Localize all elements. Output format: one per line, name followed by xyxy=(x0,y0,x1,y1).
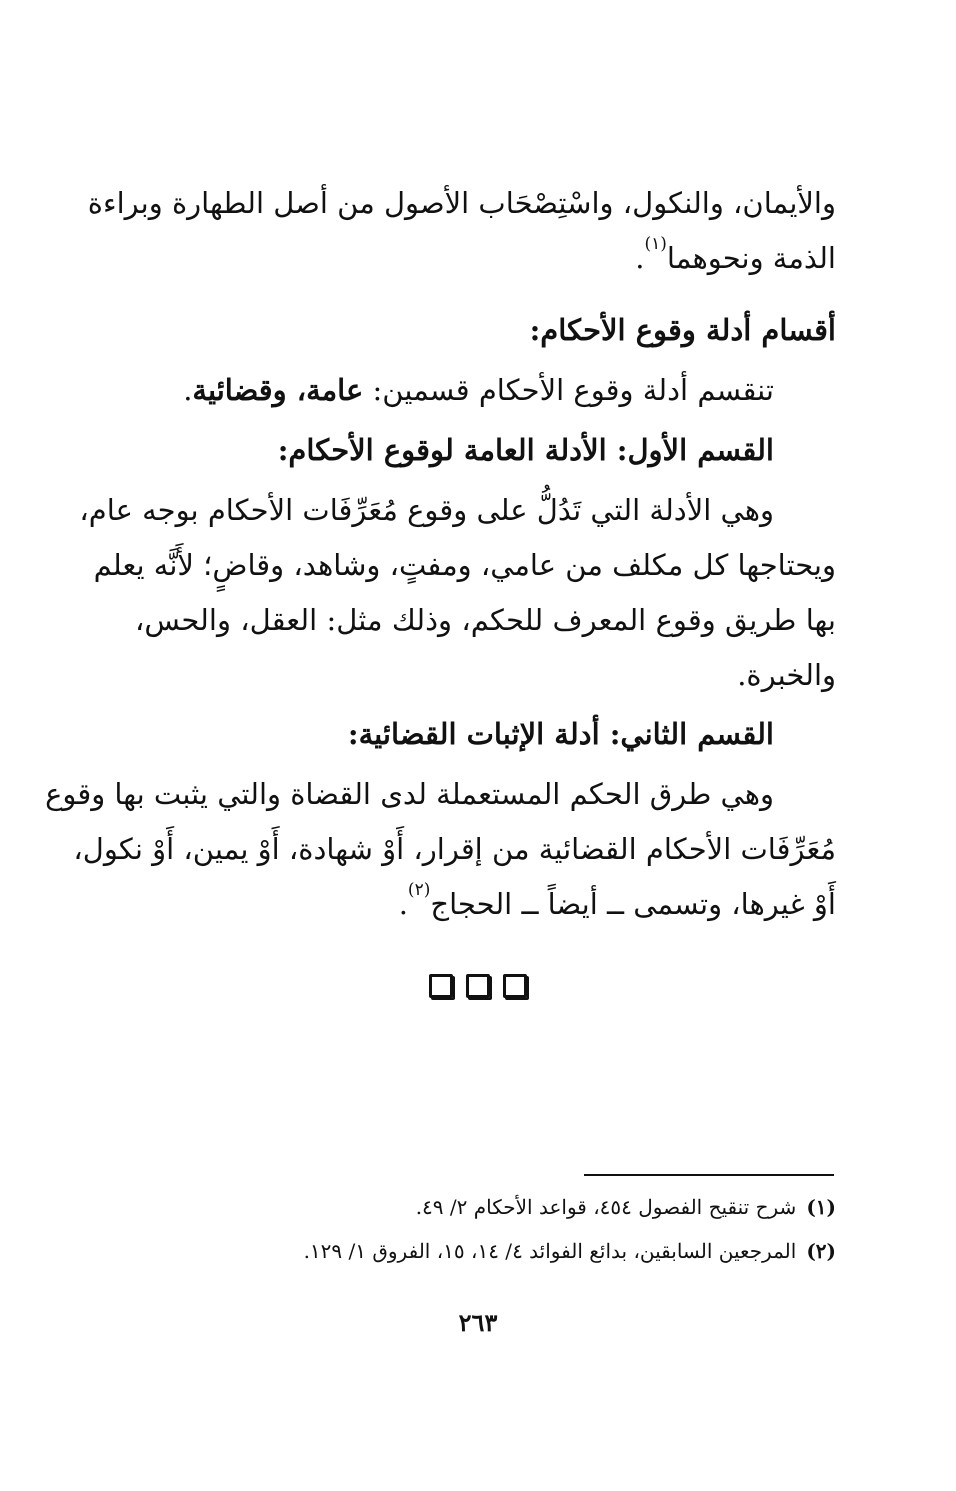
footnote-number: (٢) xyxy=(806,1239,836,1263)
line-text: الذمة ونحوهما xyxy=(666,241,836,275)
footnote-number: (١) xyxy=(806,1195,836,1219)
footnote xyxy=(304,1238,836,1264)
line-text: تنقسم أدلة وقوع الأحكام قسمين: xyxy=(372,373,774,407)
section-heading: أقسام أدلة وقوع الأحكام: xyxy=(529,313,836,347)
paragraph-line xyxy=(183,370,774,410)
subsection-heading: القسم الأول: الأدلة العامة لوقوع الأحكام: xyxy=(277,433,774,467)
page-number: ٢٦٣ xyxy=(458,1308,498,1337)
subsection-heading: القسم الثاني: أدلة الإثبات القضائية: xyxy=(347,717,774,751)
line-end: . xyxy=(635,241,645,275)
paragraph-line xyxy=(635,234,836,278)
square-ornament-icon xyxy=(429,974,453,998)
square-ornament-icon xyxy=(466,974,490,998)
footnote-text: شرح تنقيح الفصول ٤٥٤، قواعد الأحكام ٢/ ٤٩. xyxy=(415,1195,797,1219)
section-divider xyxy=(0,974,956,1002)
line-end: . xyxy=(183,373,193,407)
footnote-text: المرجعين السابقين، بدائع الفوائد ٤/ ١٤، ١٥، الفروق ١/ ١٢٩. xyxy=(303,1239,797,1263)
paragraph-line: وهي طرق الحكم المستعملة لدى القضاة والتي يثبت بها وقوع xyxy=(45,777,774,811)
paragraph-line: ويحتاجها كل مكلف من عامي، ومفتٍ، وشاهد، وقاضٍ؛ لأَنَّه يعلم xyxy=(93,548,836,582)
paragraph-line: بها طريق وقوع المعرف للحكم، وذلك مثل: العقل، والحس، xyxy=(135,603,836,637)
paragraph-line: والخبرة. xyxy=(737,658,836,692)
square-ornament-icon xyxy=(503,974,527,998)
paragraph-line: مُعَرِّفَات الأحكام القضائية من إقرار، أَوْ شهادة، أَوْ يمين، أَوْ نكول، xyxy=(73,832,836,866)
footnote-separator xyxy=(584,1174,834,1176)
paragraph-line: وهي الأدلة التي تَدُلُّ على وقوع مُعَرِّفَات الأحكام بوجه عام، xyxy=(79,493,774,527)
paragraph-line xyxy=(398,880,836,924)
line-end: . xyxy=(398,887,408,921)
line-text: أَوْ غيرها، وتسمى ــ أيضاً ــ الحجاج xyxy=(430,887,836,921)
emphasis-text: عامة، وقضائية xyxy=(192,373,364,407)
footnote xyxy=(416,1194,836,1220)
paragraph-line: والأيمان، والنكول، واسْتِصْحَاب الأصول من أصل الطهارة وبراءة xyxy=(87,186,836,220)
footnote-marker[interactable]: (٢) xyxy=(407,880,431,900)
footnote-marker[interactable]: (١) xyxy=(644,234,667,254)
